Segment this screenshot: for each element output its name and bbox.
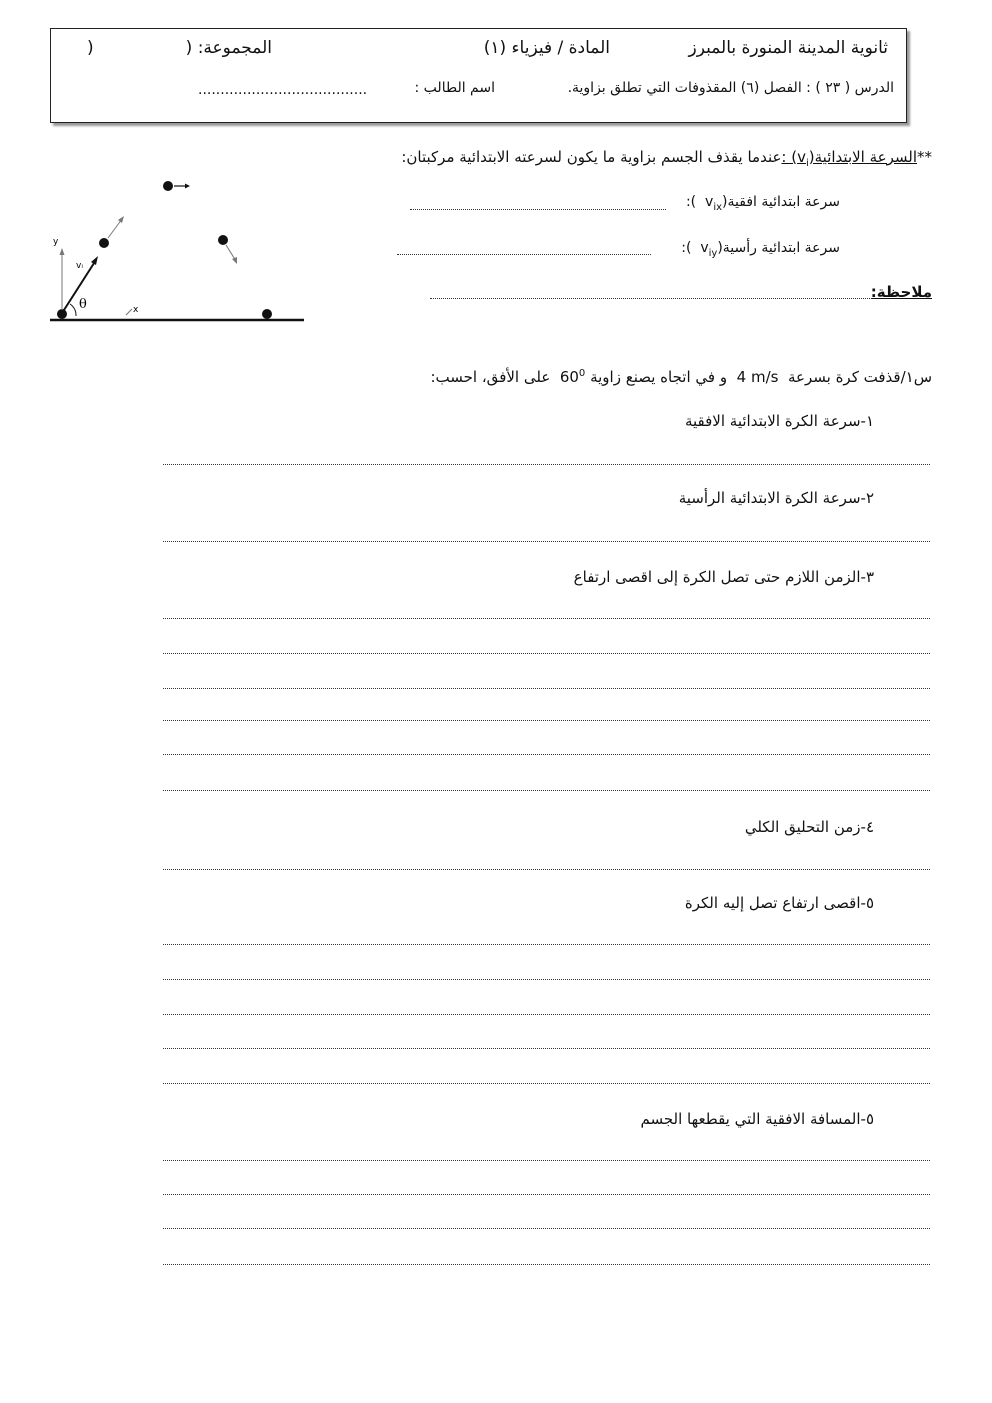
vertical-close: ): (681, 240, 692, 256)
intro-term (781, 148, 917, 169)
ball-top (163, 181, 173, 191)
part-4-answer-line[interactable] (163, 869, 930, 870)
part-3-answer-line[interactable] (163, 790, 930, 791)
part-1-label: ١-سرعة الكرة الابتدائية الافقية (684, 412, 874, 430)
stem-part-b: و في اتجاه يصنع زاوية (590, 368, 728, 386)
group-close-paren: ) (87, 38, 94, 58)
rising-velocity-arrow (108, 219, 122, 238)
part-3-answer-line[interactable] (163, 720, 930, 721)
part-5-answer-line[interactable] (163, 979, 930, 980)
stem-angle (560, 368, 585, 386)
part-6-answer-line[interactable] (163, 1160, 930, 1161)
theta-label: θ (79, 297, 87, 312)
group-label: المجموعة: ( (185, 38, 272, 58)
part-5-answer-line[interactable] (163, 1048, 930, 1049)
stem-angle-value: 60 (559, 368, 579, 386)
part-2-answer-line[interactable] (163, 541, 930, 542)
school-name: ثانوية المدينة المنورة بالمبرز (688, 38, 888, 58)
y-label: y (53, 237, 59, 247)
question-stem (430, 368, 932, 386)
subject-label: المادة / فيزياء (١) (483, 38, 610, 58)
horizontal-symbol: v (705, 194, 714, 210)
intro-text: عندما يقذف الجسم بزاوية ما يكون لسرعته الابتدائية مركبتان: (401, 148, 782, 166)
part-6-answer-line[interactable] (163, 1228, 930, 1229)
horizontal-answer-blank[interactable] (410, 209, 666, 210)
part-3-answer-line[interactable] (163, 653, 930, 654)
vertical-component-line (681, 240, 840, 259)
part-3-answer-line[interactable] (163, 754, 930, 755)
intro-symbol-sub: i (806, 158, 809, 169)
part-3-answer-line[interactable] (163, 688, 930, 689)
ball-falling (218, 235, 228, 245)
vertical-answer-blank[interactable] (397, 254, 651, 255)
stem-speed: 4 m/s (736, 368, 779, 386)
vertical-label: سرعة ابتدائية رأسية( (717, 240, 840, 256)
x-label: x (133, 305, 139, 315)
stem-part-c: على الأفق، احسب: (430, 368, 551, 386)
projectile-diagram (40, 170, 315, 330)
top-velocity-arrowhead (185, 184, 190, 189)
y-axis-arrowhead (60, 248, 65, 255)
stem-angle-sup: 0 (578, 368, 586, 379)
part-6-label: ٥-المسافة الافقية التي يقطعها الجسم (640, 1110, 874, 1128)
part-1-answer-line[interactable] (163, 464, 930, 465)
ball-landing (262, 309, 272, 319)
part-5-label: ٥-اقصى ارتفاع تصل إليه الكرة (684, 894, 874, 912)
note-label: ملاحظة: (870, 283, 932, 301)
note-blank[interactable] (430, 298, 872, 299)
part-4-label: ٤-زمن التحليق الكلي (744, 818, 874, 836)
part-3-label: ٣-الزمن اللازم حتى تصل الكرة إلى اقصى ارتفاع (573, 568, 874, 586)
falling-velocity-arrowhead (232, 257, 237, 264)
intro-term-close: ) : (781, 148, 798, 166)
student-name-label: اسم الطالب : (414, 80, 495, 96)
stem-part-a: س١/قذفت كرة بسرعة (787, 368, 932, 386)
ball-launch (57, 309, 67, 319)
theta-arc (70, 304, 76, 316)
lesson-title: الدرس ( ٢٣ ) : الفصل (٦) المقذوفات التي تطلق بزاوية. (567, 80, 894, 96)
horizontal-close: ): (685, 194, 697, 210)
part-2-label: ٢-سرعة الكرة الابتدائية الرأسية (678, 489, 874, 507)
part-5-answer-line[interactable] (163, 944, 930, 945)
student-name-field[interactable]: ...................................... (198, 82, 368, 98)
vertical-symbol: v (700, 240, 709, 256)
x-axis-stub (126, 309, 132, 315)
intro-symbol: v (797, 148, 806, 166)
horizontal-sub: ix (713, 201, 723, 213)
part-5-answer-line[interactable] (163, 1083, 930, 1084)
intro-term-text: السرعة الابتدائية( (808, 148, 917, 166)
velocity-label: vᵢ (76, 261, 83, 271)
ball-rising (99, 238, 109, 248)
velocity-arrowhead (91, 256, 98, 265)
intro-line (401, 148, 932, 169)
horizontal-label: سرعة ابتدائية افقية( (722, 194, 840, 210)
rising-velocity-arrowhead (118, 216, 124, 223)
part-5-answer-line[interactable] (163, 1014, 930, 1015)
part-6-answer-line[interactable] (163, 1264, 930, 1265)
horizontal-component-line (686, 194, 840, 213)
intro-prefix: ** (917, 148, 932, 166)
vertical-sub: iy (708, 247, 718, 259)
part-6-answer-line[interactable] (163, 1194, 930, 1195)
part-3-answer-line[interactable] (163, 618, 930, 619)
